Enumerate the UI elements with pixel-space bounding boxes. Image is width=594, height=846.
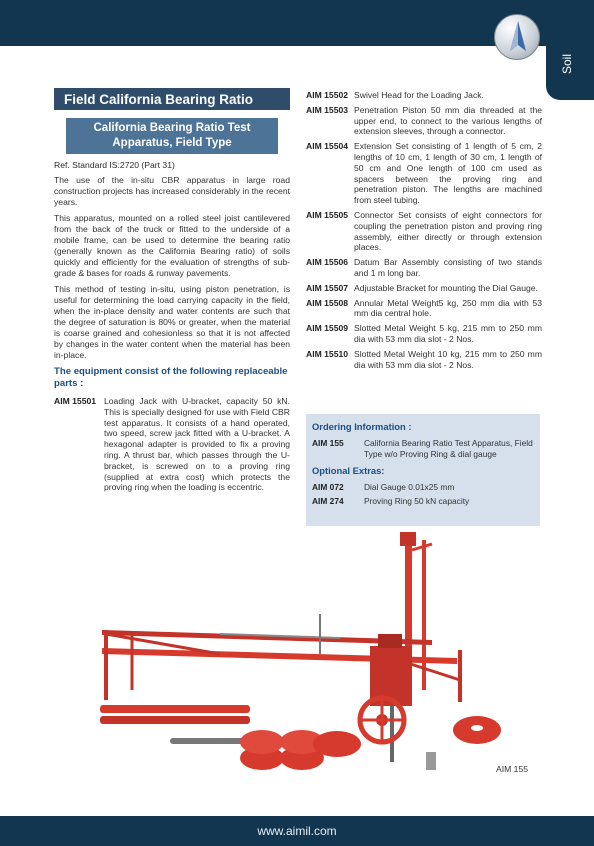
product-subtitle	[66, 118, 278, 154]
item-code: AIM 15506	[306, 257, 349, 268]
footer-url[interactable]: www.aimil.com	[257, 824, 337, 838]
extra-description: Dial Gauge 0.01x25 mm	[364, 482, 455, 492]
item-code: AIM 15509	[306, 323, 349, 334]
item-description: Adjustable Bracket for mounting the Dial Gauge.	[354, 282, 538, 293]
extra-code: AIM 274	[312, 495, 344, 506]
equipment-item	[306, 283, 542, 294]
item-description: Swivel Head for the Loading Jack.	[354, 90, 484, 100]
item-code: AIM 15504	[306, 141, 349, 152]
item-description: Annular Metal Weight5 kg, 250 mm dia with 53 mm dia central hole.	[354, 297, 542, 319]
item-code: AIM 15501	[54, 396, 97, 406]
right-column	[306, 90, 542, 374]
footer-band	[0, 816, 594, 846]
item-code: AIM 15505	[306, 209, 349, 220]
order-code: AIM 155	[312, 438, 344, 448]
equipment-item	[306, 210, 542, 253]
subtitle-line-2: Apparatus, Field Type	[112, 137, 232, 149]
ordering-heading: Ordering Information :	[312, 421, 412, 432]
subtitle-line-1: California Bearing Ratio Test	[93, 122, 251, 134]
aimil-logo	[494, 14, 540, 60]
page-title: Field California Bearing Ratio	[54, 88, 290, 110]
item-description: Slotted Metal Weight 5 kg, 215 mm to 250 mm dia with 53 mm dia slot - 2 Nos.	[354, 323, 542, 344]
equipment-item	[54, 396, 290, 493]
equipment-heading: The equipment consist of the following replaceable parts :	[54, 366, 288, 389]
extra-row	[312, 496, 534, 507]
equipment-item	[306, 90, 542, 101]
equipment-item	[306, 298, 542, 320]
order-row	[312, 438, 534, 459]
section-tab	[546, 30, 594, 100]
item-description: Penetration Piston 50 mm dia threaded at the upper end, to connect to the various lengths of extension sleeves, through a connector.	[354, 104, 542, 137]
item-code: AIM 15507	[306, 282, 349, 293]
item-code: AIM 15502	[306, 90, 349, 100]
left-column	[54, 88, 290, 497]
equipment-item	[306, 105, 542, 137]
item-description: Loading Jack with U-bracket, capacity 50 kN. This is specially designed for use with Field CBR test apparatus. It consists of a hand operated, two speed, screw jack fitted with a U-bracket. A hexagonal adapter is provided to fix a proving ring. A thrust bar, which passes through the U-bracket, is screwed on to a proving ring (supplied at extra cost) which protects the proving ring when the loading is eccentric.	[104, 396, 290, 493]
equipment-item	[306, 257, 542, 279]
equipment-item	[306, 141, 542, 206]
section-tab-label: Soil	[560, 53, 574, 74]
optional-extras-heading: Optional Extras:	[312, 465, 385, 476]
item-description: Connector Set consists of eight connectors for coupling the penetration piston and proving ring assembly, either directly or through extension places.	[354, 209, 542, 253]
item-code: AIM 15510	[306, 348, 349, 359]
extra-row	[312, 482, 534, 493]
product-photo	[92, 530, 512, 778]
method-paragraph: This method of testing in-situ, using piston penetration, is useful for determining the load carrying capacity in the field, when the in-place density and water contents are such that the degree of saturation is 80% or greater, when the material is coarse grained and cohesionless so that it is not affected by changes in the water content when the material has been in-place.	[54, 284, 290, 360]
ordering-info-box	[306, 414, 540, 526]
item-code: AIM 15503	[306, 104, 349, 115]
item-description: Slotted Metal Weight 10 kg, 215 mm to 250 mm dia with 53 mm dia slot - 2 Nos.	[354, 348, 542, 370]
item-description: Extension Set consisting of 1 length of 5 cm, 2 lengths of 10 cm, 1 length of 30 cm, 1 length of 50 cm and One length of 100 cm used as spacers between the proving ring and penetration piston. The lengths are machined from steel tubing.	[354, 141, 542, 206]
description-paragraph: This apparatus, mounted on a rolled steel joist cantilevered from the back of the truck or fitted to the underside of a mobile frame, can be used to determine the bearing ratio (generally known as the California Bearing ratio) of soils quickly and efficiently for the evaluation of strengths of sub-grade & bases for roads & runway pavements.	[54, 213, 290, 278]
reference-standard: Ref. Standard IS:2720 (Part 31)	[54, 160, 175, 170]
order-description: California Bearing Ratio Test Apparatus, Field Type w/o Proving Ring & dial gauge	[364, 438, 533, 459]
photo-caption: AIM 155	[496, 764, 529, 774]
extra-description: Proving Ring 50 kN capacity	[364, 495, 470, 506]
item-description: Datum Bar Assembly consisting of two stands and 1 m long bar.	[354, 257, 542, 278]
item-code: AIM 15508	[306, 297, 349, 308]
extra-code: AIM 072	[312, 482, 344, 492]
equipment-item	[306, 323, 542, 345]
equipment-item	[306, 349, 542, 371]
intro-paragraph: The use of the in-situ CBR apparatus in large road construction projects has increased considerably in the recent years.	[54, 175, 290, 207]
